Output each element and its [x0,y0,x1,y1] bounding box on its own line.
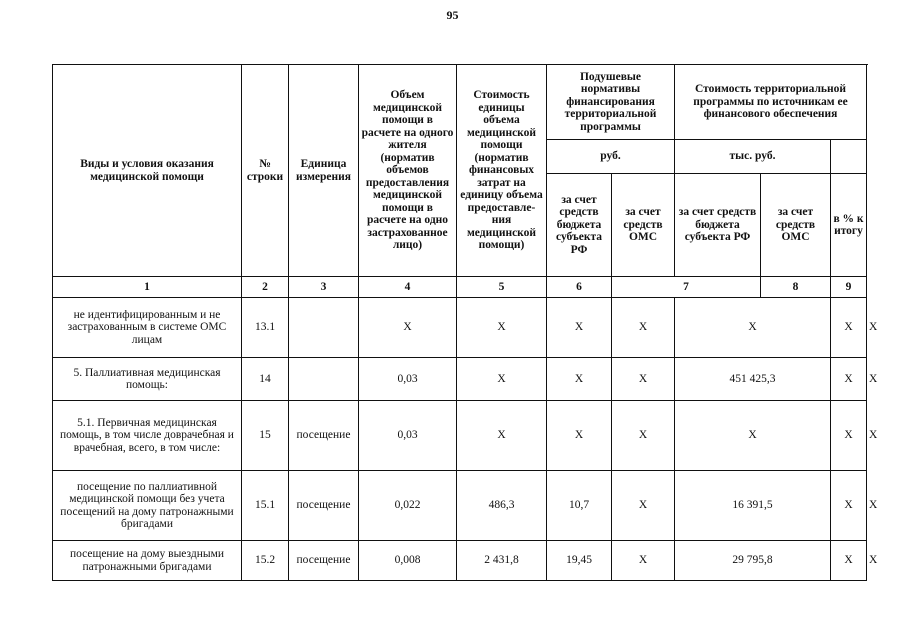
table-row: посещение на дому выездными патронажными бригадами 15.2 посещение 0,008 2 431,8 19,45 Х 29 795,8 Х Х [53,541,867,581]
row-oms: Х [612,471,675,541]
column-number: 3 [289,277,359,298]
header-unit-thousand-rub: тыс. руб. [675,140,831,174]
row-number: 13.1 [242,298,289,358]
column-number: 7 [612,277,761,298]
row-number: 15.1 [242,471,289,541]
header-percent: в % к итогу [831,174,867,277]
column-number: 5 [457,277,547,298]
row-total-oms: Х [831,541,867,581]
table-row: посещение по паллиативной медицинской помощи без учета посещений на дому патронажными бригадами 15.1 посещение 0,022 486,3 10,7 Х 16 391,5 Х Х [53,471,867,541]
header-oms: за счет средств ОМС [612,174,675,277]
row-total-oms: Х [831,471,867,541]
header-unit-rub: руб. [547,140,675,174]
row-volume: Х [359,298,457,358]
financing-table [52,64,878,581]
row-total-budget: 29 795,8 [675,541,831,581]
row-budget: Х [547,358,612,401]
row-unit [289,358,359,401]
column-number: 9 [831,277,867,298]
header-kinds: Виды и условия оказания медицинской помощи [53,65,242,277]
row-number: 15.2 [242,541,289,581]
column-number: 2 [242,277,289,298]
header-cost: Стоимость единицы объема медицинской помощи (норматив финансовых затрат на единицу объема предоставле-ния медицинской помощи) [457,65,547,277]
row-total-budget: Х [675,298,831,358]
row-name: 5. Паллиативная медицинская помощь: [53,358,242,401]
row-budget: Х [547,298,612,358]
page-number: 95 [446,8,459,22]
row-budget: 10,7 [547,471,612,541]
header-row-number: № строки [242,65,289,277]
row-cost: 2 431,8 [457,541,547,581]
table-row: не идентифицированным и не застрахованным в системе ОМС лицам 13.1 Х Х Х Х Х Х Х [53,298,867,358]
column-number: 4 [359,277,457,298]
row-oms: Х [612,541,675,581]
row-total-oms: Х [831,298,867,358]
column-number-row [53,277,867,298]
row-total-budget: 16 391,5 [675,471,831,541]
row-unit: посещение [289,471,359,541]
row-unit [289,298,359,358]
column-number: 6 [547,277,612,298]
row-volume: 0,008 [359,541,457,581]
table-row: 5. Паллиативная медицинская помощь: 14 0,03 Х Х Х 451 425,3 Х Х [53,358,867,401]
header-total-group: Стоимость территориальной программы по источникам ее финансового обеспечения [675,65,867,140]
row-oms: Х [612,298,675,358]
row-total-budget: 451 425,3 [675,358,831,401]
row-total-oms: Х [831,358,867,401]
row-name: не идентифицированным и не застрахованным в системе ОМС лицам [53,298,242,358]
row-budget: Х [547,401,612,471]
header-unit: Единица измерения [289,65,359,277]
column-number: 1 [53,277,242,298]
row-cost: 486,3 [457,471,547,541]
row-number: 14 [242,358,289,401]
row-total-budget: Х [675,401,831,471]
row-volume: 0,03 [359,401,457,471]
row-volume: 0,03 [359,358,457,401]
row-cost: Х [457,401,547,471]
row-unit: посещение [289,541,359,581]
table-row: 5.1. Первичная медицинская помощь, в том числе доврачебная и врачебная, всего, в том числе: 15 посещение 0,03 Х Х Х Х Х Х [53,401,867,471]
header-oms-total: за счет средств ОМС [761,174,831,277]
header-volume: Объем медицинской помощи в расчете на одного жителя (норматив объемов предоставления медицинской помощи в расчете на одно застрахованное лицо) [359,65,457,277]
row-cost: Х [457,358,547,401]
row-name: 5.1. Первичная медицинская помощь, в том числе доврачебная и врачебная, всего, в том числе: [53,401,242,471]
row-name: посещение по паллиативной медицинской помощи без учета посещений на дому патронажными бригадами [53,471,242,541]
row-name: посещение на дому выездными патронажными бригадами [53,541,242,581]
row-cost: Х [457,298,547,358]
row-oms: Х [612,358,675,401]
row-volume: 0,022 [359,471,457,541]
header-per-capita-group: Подушевые нормативы финансирования территориальной программы [547,65,675,140]
header-spacer [831,140,867,174]
row-unit: посещение [289,401,359,471]
row-budget: 19,45 [547,541,612,581]
row-oms: Х [612,401,675,471]
row-total-oms: Х [831,401,867,471]
header-budget: за счет средств бюджета субъекта РФ [547,174,612,277]
column-number: 8 [761,277,831,298]
row-number: 15 [242,401,289,471]
header-budget-rf: за счет средств бюджета субъекта РФ [675,174,761,277]
